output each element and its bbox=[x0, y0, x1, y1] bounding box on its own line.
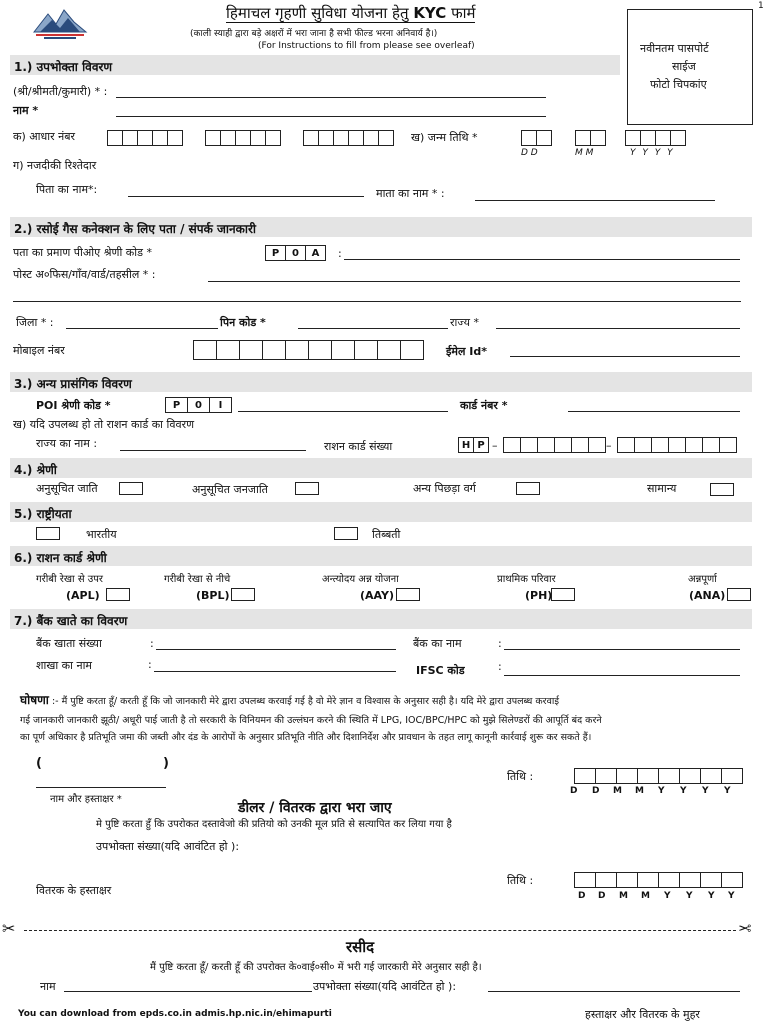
ifsc-label: IFSC कोड bbox=[416, 664, 465, 677]
applicant-date-y1: Y bbox=[658, 786, 665, 796]
aadhaar-boxes-2[interactable] bbox=[205, 130, 280, 146]
state-name-label: राज्य का नाम : bbox=[36, 437, 98, 450]
cut-line bbox=[24, 930, 736, 931]
name-field-label: नाम * bbox=[13, 104, 39, 117]
photo-line-1: नवीनतम पासपोर्ट bbox=[640, 42, 709, 55]
post-office-input[interactable] bbox=[208, 281, 740, 282]
bank-name-label: बैंक का नाम bbox=[413, 637, 462, 650]
header-note-hindi: (काली स्याही द्वारा बड़े अक्षरों में भरा जाना है सभी फील्ड भरना अनिवार्य है।) bbox=[190, 29, 438, 39]
card-number-label: कार्ड नंबर * bbox=[460, 399, 508, 412]
bpl-checkbox[interactable] bbox=[231, 588, 255, 601]
declaration-text-1: :- मैं पुष्टि करता हूँ/ करती हूँ कि जो जानकारी मेरे द्वारा उपलब्ध करवाई गई है वो मेरे ज्ञान व विश्वास के अनुसार सही है। यदि मेरे द्वारा उपलब्ध करवाई bbox=[51, 696, 559, 707]
category-st-checkbox[interactable] bbox=[295, 482, 319, 495]
ana-code: (ANA) bbox=[689, 589, 726, 602]
dob-mm-label: M M bbox=[575, 148, 594, 158]
bank-name-input[interactable] bbox=[504, 649, 740, 650]
declaration-line-2: गई जानकारी जानकारी झूठी/ अधूरी पाई जाती है तो सरकारी के विनियमन की उल्लंघन करने की स्थिति में LPG, IOC/BPC/HPC को मुझे सिलेण्डरों की आपूर्ति बंद करने bbox=[20, 715, 602, 726]
ana-checkbox[interactable] bbox=[727, 588, 751, 601]
title-suffix: फार्म bbox=[451, 4, 476, 22]
ifsc-colon: : bbox=[498, 660, 502, 673]
aay-checkbox[interactable] bbox=[396, 588, 420, 601]
ph-label: प्राथमिक परिवार bbox=[497, 574, 556, 585]
applicant-date-m1: M bbox=[613, 786, 622, 796]
dealer-date-y2: Y bbox=[686, 891, 693, 901]
dob-yyyy-label: Y Y Y Y bbox=[630, 148, 673, 158]
category-st-label: अनुसूचित जनजाति bbox=[192, 483, 268, 496]
title-field-label: (श्री/श्रीमती/कुमारी) * : bbox=[13, 85, 108, 98]
poi-code-1: P bbox=[165, 397, 188, 413]
section-7-header: 7.) बैंक खाते का विवरण bbox=[10, 609, 752, 629]
category-sc-label: अनुसूचित जाति bbox=[36, 482, 98, 495]
state-input[interactable] bbox=[496, 328, 740, 329]
footer-download: You can download from epds.co.in admis.hp.nic.in/ehimapurti bbox=[18, 1009, 332, 1019]
receipt-consumer-no-label: उपभोक्ता संख्या(यदि आवंटित हो ): bbox=[313, 980, 457, 993]
receipt-name-input[interactable] bbox=[64, 991, 312, 992]
section-4-header: 4.) श्रेणी bbox=[10, 458, 752, 478]
category-sc-checkbox[interactable] bbox=[119, 482, 143, 495]
pin-input[interactable] bbox=[298, 328, 448, 329]
district-input[interactable] bbox=[66, 328, 218, 329]
poa-code-1: P bbox=[265, 245, 286, 261]
poa-code-3: A bbox=[305, 245, 326, 261]
dealer-date-boxes[interactable] bbox=[574, 872, 742, 888]
address-line-2[interactable] bbox=[13, 301, 741, 302]
address-proof-label: पता का प्रमाण पीओए श्रेणी कोड * bbox=[13, 246, 152, 259]
poa-colon: : bbox=[338, 247, 342, 260]
ph-code: (PH) bbox=[525, 589, 553, 602]
mother-input[interactable] bbox=[475, 200, 715, 201]
dob-year-boxes[interactable] bbox=[625, 130, 685, 146]
district-label: जिला * : bbox=[16, 316, 54, 329]
pin-label: पिन कोड * bbox=[220, 316, 266, 329]
title-prefix: हिमाचल गृहणी सुविधा योजना हेतु bbox=[226, 4, 409, 22]
declaration-line-1 bbox=[20, 694, 559, 708]
dealer-date-d2: D bbox=[598, 891, 606, 901]
dealer-date-m2: M bbox=[641, 891, 650, 901]
applicant-date-boxes[interactable] bbox=[574, 768, 742, 784]
receipt-title: रसीद bbox=[346, 938, 375, 956]
dob-day-boxes[interactable] bbox=[521, 130, 551, 146]
ifsc-input[interactable] bbox=[504, 675, 740, 676]
nationality-indian-checkbox[interactable] bbox=[36, 527, 60, 540]
nationality-tibetan-label: तिब्बती bbox=[372, 528, 401, 541]
dob-dd-label: D D bbox=[521, 148, 538, 158]
title-field-input[interactable] bbox=[116, 97, 546, 98]
section-6-header: 6.) राशन कार्ड श्रेणी bbox=[10, 546, 752, 566]
apl-code: (APL) bbox=[66, 589, 100, 602]
section-5-header: 5.) राष्ट्रीयता bbox=[10, 502, 752, 522]
father-label: पिता का नाम*: bbox=[36, 183, 98, 196]
mobile-label: मोबाइल नंबर bbox=[13, 344, 65, 357]
applicant-date-y4: Y bbox=[724, 786, 731, 796]
bpl-label: गरीबी रेखा से नीचे bbox=[164, 574, 231, 585]
dealer-sign-label: वितरक के हस्ताक्षर bbox=[36, 884, 112, 897]
section-2-header: 2.) रसोई गैस कनेक्शन के लिए पता / संपर्क जानकारी bbox=[10, 217, 752, 237]
card-number-input[interactable] bbox=[568, 411, 740, 412]
hp-code-2: P bbox=[473, 437, 489, 453]
ration-card-if-label: ख) यदि उपलब्ध हो तो राशन कार्ड का विवरण bbox=[13, 418, 195, 431]
category-general-checkbox[interactable] bbox=[710, 483, 734, 496]
branch-name-input[interactable] bbox=[154, 671, 396, 672]
applicant-date-d2: D bbox=[592, 786, 600, 796]
title-kyc: KYC bbox=[413, 4, 447, 22]
poi-label: POI श्रेणी कोड * bbox=[36, 399, 111, 412]
email-input[interactable] bbox=[510, 356, 740, 357]
photo-box[interactable] bbox=[627, 9, 753, 125]
dealer-date-label: तिथि : bbox=[507, 874, 534, 887]
poi-input[interactable] bbox=[238, 411, 448, 412]
poa-code-2: 0 bbox=[285, 245, 306, 261]
branch-name-label: शाखा का नाम bbox=[36, 659, 92, 672]
apl-label: गरीबी रेखा से उपर bbox=[36, 574, 104, 585]
page-corner-number: 1 bbox=[758, 1, 764, 11]
ration-boxes-2[interactable] bbox=[617, 437, 736, 453]
ana-label: अन्नपूर्णा bbox=[688, 574, 717, 585]
receipt-stamp-label: हस्ताक्षर और वितरक के मुहर bbox=[585, 1008, 700, 1021]
bank-colon: : bbox=[498, 637, 502, 650]
signature-input[interactable] bbox=[36, 787, 166, 788]
receipt-line: मैं पुष्टि करता हूँ/ करती हूँ की उपरोक्त के०वाई०सी० में भरी गई जारकारी मेरे अनुसार सही है। bbox=[150, 962, 482, 973]
section-1-header: 1.) उपभोक्ता विवरण bbox=[10, 55, 620, 75]
section-3-header: 3.) अन्य प्रासंगिक विवरण bbox=[10, 372, 752, 392]
post-office-label: पोस्ट अ०फिस/गाँव/वार्ड/तहसील * : bbox=[13, 268, 156, 281]
ration-boxes-1[interactable] bbox=[503, 437, 605, 453]
bpl-code: (BPL) bbox=[196, 589, 230, 602]
ph-checkbox[interactable] bbox=[551, 588, 575, 601]
photo-line-2: साईज bbox=[672, 60, 696, 73]
form-title bbox=[226, 4, 475, 23]
dealer-date-d1: D bbox=[578, 891, 586, 901]
signature-paren-open: ( bbox=[36, 756, 42, 771]
aay-code: (AAY) bbox=[360, 589, 394, 602]
name-field-input[interactable] bbox=[116, 116, 546, 117]
account-number-input[interactable] bbox=[156, 649, 396, 650]
poi-code-3: I bbox=[209, 397, 232, 413]
dealer-date-y3: Y bbox=[708, 891, 715, 901]
state-label: राज्य * bbox=[450, 316, 480, 329]
apl-checkbox[interactable] bbox=[106, 588, 130, 601]
aadhaar-boxes-1[interactable] bbox=[107, 130, 182, 146]
ration-dash-2: – bbox=[606, 439, 612, 452]
poi-code-boxes bbox=[165, 397, 231, 413]
declaration-line-3: का पूर्ण अधिकार है प्रतिभूति जमा की जब्ती और दंड के आरोपों के अनुसार प्रतिभूति नीति और दिशानिर्देश और प्रावधान के तहत लागू कानूनी कार्रवाई शुरू कर सकते हैं। bbox=[20, 732, 592, 743]
signature-paren-close: ) bbox=[163, 756, 169, 771]
scissors-right-icon: ✂ bbox=[738, 919, 752, 938]
header-note-english: (For Instructions to fill from please see overleaf) bbox=[258, 41, 475, 51]
category-obc-label: अन्य पिछड़ा वर्ग bbox=[413, 482, 476, 495]
account-colon: : bbox=[150, 637, 154, 650]
father-input[interactable] bbox=[128, 196, 364, 197]
hp-code-1: H bbox=[458, 437, 474, 453]
dealer-confirm: मे पुष्टि करता हुँ कि उपरोकत दस्तावेजो की प्रतियो को उनकी मूल प्रति से सत्यापित कर लिया गया है bbox=[96, 819, 452, 830]
mother-label: माता का नाम * : bbox=[376, 187, 445, 200]
dob-label: ख) जन्म तिथि * bbox=[411, 131, 478, 144]
nationality-tibetan-checkbox[interactable] bbox=[334, 527, 358, 540]
aay-label: अन्त्योदय अन्न योजना bbox=[322, 574, 399, 585]
hp-code-boxes bbox=[458, 437, 488, 453]
relative-label: ग) नजदीकी रिश्तेदार bbox=[13, 159, 97, 172]
receipt-consumer-no-input[interactable] bbox=[488, 991, 740, 992]
dealer-date-y1: Y bbox=[664, 891, 671, 901]
poi-code-2: 0 bbox=[187, 397, 210, 413]
dealer-date-y4: Y bbox=[728, 891, 735, 901]
applicant-date-m2: M bbox=[635, 786, 644, 796]
email-label: ईमेल Id* bbox=[446, 345, 487, 358]
nationality-indian-label: भारतीय bbox=[86, 528, 117, 541]
category-obc-checkbox[interactable] bbox=[516, 482, 540, 495]
logo bbox=[30, 4, 90, 40]
applicant-date-label: तिथि : bbox=[507, 770, 534, 783]
dealer-title: डीलर / वितरक द्वारा भरा जाए bbox=[238, 800, 392, 816]
mobile-boxes[interactable] bbox=[193, 340, 423, 360]
applicant-date-y2: Y bbox=[680, 786, 687, 796]
applicant-date-y3: Y bbox=[702, 786, 709, 796]
dealer-consumer-no: उपभोक्ता संख्या(यदि आवंटित हो ): bbox=[96, 840, 240, 853]
state-name-input[interactable] bbox=[120, 450, 306, 451]
branch-colon: : bbox=[148, 658, 152, 671]
signature-label: नाम और हस्ताक्षर * bbox=[50, 794, 122, 805]
dob-month-boxes[interactable] bbox=[575, 130, 605, 146]
applicant-date-d1: D bbox=[570, 786, 578, 796]
poa-code-boxes bbox=[265, 245, 325, 261]
category-general-label: सामान्य bbox=[647, 482, 677, 495]
declaration-lead: घोषणा bbox=[20, 693, 49, 707]
receipt-name-label: नाम bbox=[40, 980, 56, 993]
dealer-date-m1: M bbox=[619, 891, 628, 901]
aadhaar-boxes-3[interactable] bbox=[303, 130, 393, 146]
aadhaar-label: क) आधार नंबर bbox=[13, 130, 75, 143]
scissors-left-icon: ✂ bbox=[2, 919, 16, 938]
account-number-label: बैंक खाता संख्या bbox=[36, 637, 102, 650]
photo-line-3: फोटो चिपकांए bbox=[650, 78, 707, 91]
ration-card-no-label: राशन कार्ड संख्या bbox=[324, 440, 393, 453]
address-proof-input[interactable] bbox=[344, 259, 740, 260]
ration-dash-1: – bbox=[492, 439, 498, 452]
